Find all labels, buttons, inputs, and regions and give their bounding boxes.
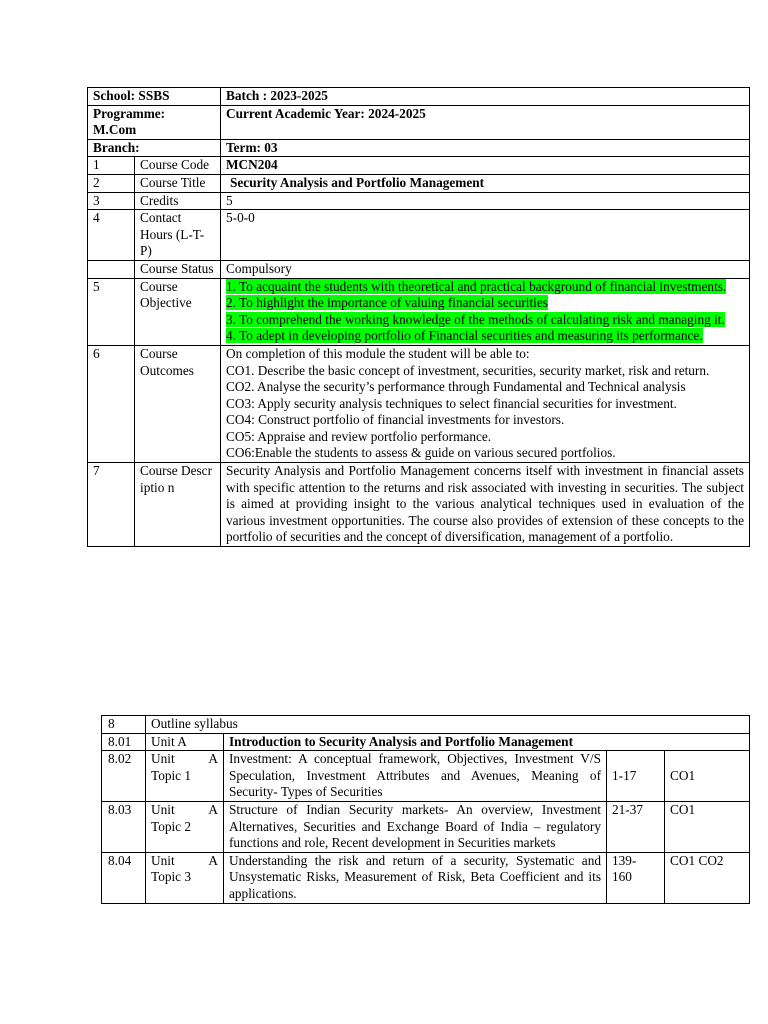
topic-text: Understanding the risk and return of a security, Systematic and Unsystematic Risks, Measurement of Risk, Beta Coefficient and its applications. — [224, 852, 607, 903]
unit-row — [102, 733, 750, 751]
topic-co: CO1 CO2 — [665, 852, 750, 903]
unit-label: Unit A — [146, 733, 224, 751]
contact-hours-row — [88, 210, 750, 261]
course-objective-value — [221, 278, 750, 345]
school-row — [88, 88, 750, 106]
outline-syllabus-label: Outline syllabus — [146, 716, 750, 734]
topic-co: CO1 — [665, 801, 750, 852]
row-number: 7 — [88, 463, 135, 547]
term-cell: Term: 03 — [221, 139, 750, 157]
programme-cell — [88, 105, 221, 139]
contact-hours-value: 5-0-0 — [221, 210, 750, 261]
row-number: 1 — [88, 157, 135, 175]
row-number: 8.04 — [102, 852, 146, 903]
topic-pages: 21-37 — [607, 801, 665, 852]
school-cell: School: SSBS — [88, 88, 221, 106]
credits-row — [88, 192, 750, 210]
course-title-value: Security Analysis and Portfolio Management — [221, 174, 750, 192]
outcomes-intro: On completion of this module the student will be able to: — [226, 345, 530, 361]
branch-cell: Branch: — [88, 139, 221, 157]
course-outcomes-row — [88, 345, 750, 462]
academic-year-cell: Current Academic Year: 2024-2025 — [221, 105, 750, 139]
objective-item: 1. To acquaint the students with theoretical and practical background of financial investments. — [226, 278, 727, 294]
row-number: 8.02 — [102, 751, 146, 802]
objective-item: 2. To highlight the importance of valuing financial securities — [226, 295, 548, 311]
outcome-item: CO4: Construct portfolio of financial investments for investors. — [226, 412, 565, 428]
row-label: Course Outcomes — [135, 345, 221, 462]
row-number: 2 — [88, 174, 135, 192]
topic-text: Investment: A conceptual framework, Objectives, Investment V/S Speculation, Investment Attributes and Avenues, Meaning of Security- Types of Securities — [224, 751, 607, 802]
outline-syllabus-row — [102, 716, 750, 734]
programme-label: Programme: — [93, 105, 166, 121]
unit-title: Introduction to Security Analysis and Portfolio Management — [224, 733, 750, 751]
course-description-row — [88, 463, 750, 547]
topic-unit-label: Unit A Topic 1 — [146, 751, 224, 802]
outcome-item: CO5: Appraise and review portfolio performance. — [226, 428, 492, 444]
topic-unit-label: Unit A Topic 3 — [146, 852, 224, 903]
outcome-item: CO6:Enable the students to assess & guide on various secured portfolios. — [226, 445, 616, 461]
row-label: Course Descriptio n — [135, 463, 221, 547]
row-label: Course Objective — [135, 278, 221, 345]
course-code-row — [88, 157, 750, 175]
row-label: Course Title — [135, 174, 221, 192]
topic-co: CO1 — [665, 751, 750, 802]
row-label: Course Code — [135, 157, 221, 175]
row-number: 8 — [102, 716, 146, 734]
row-number: 5 — [88, 278, 135, 345]
topic-row — [102, 801, 750, 852]
course-title-row — [88, 174, 750, 192]
credits-value: 5 — [221, 192, 750, 210]
outcome-item: CO3: Apply security analysis techniques to select financial securities for investment. — [226, 395, 677, 411]
row-number: 4 — [88, 210, 135, 261]
objective-item: 3. To comprehend the working knowledge of the methods of calculating risk and managing it. — [226, 311, 725, 327]
row-number: 6 — [88, 345, 135, 462]
course-description-value: Security Analysis and Portfolio Management concerns itself with investment in financial assets with specific attention to the returns and risk associated with investing in securities. The subject is aimed at providing insight to the various analytical techniques used in evaluation of the various investment opportunities. The course also provides of extension of these concepts to the portfolio of securities and the concept of diversification, management of a portfolio. — [221, 463, 750, 547]
course-outcomes-value — [221, 345, 750, 462]
programme-value: M.Com — [93, 122, 137, 138]
course-info-table — [87, 87, 750, 547]
branch-row — [88, 139, 750, 157]
topic-row — [102, 751, 750, 802]
row-number: 3 — [88, 192, 135, 210]
syllabus-table — [101, 715, 750, 904]
course-status-value: Compulsory — [221, 260, 750, 278]
topic-pages: 1-17 — [607, 751, 665, 802]
topic-text: Structure of Indian Security markets- An overview, Investment Alternatives, Securities and Exchange Board of India – regulatory functions and role, Recent development in Securities markets — [224, 801, 607, 852]
row-label: Credits — [135, 192, 221, 210]
topic-pages: 139- 160 — [607, 852, 665, 903]
topic-unit-label: Unit A Topic 2 — [146, 801, 224, 852]
row-number — [88, 260, 135, 278]
course-status-row — [88, 260, 750, 278]
course-objective-row — [88, 278, 750, 345]
programme-row — [88, 105, 750, 139]
outcome-item: CO1. Describe the basic concept of investment, securities, security market, risk and return. — [226, 362, 710, 378]
objective-item: 4. To adept in developing portfolio of Financial securities and measuring its performance. — [226, 328, 703, 344]
batch-cell: Batch : 2023-2025 — [221, 88, 750, 106]
outcome-item: CO2. Analyse the security’s performance through Fundamental and Technical analysis — [226, 379, 686, 395]
row-number: 8.03 — [102, 801, 146, 852]
topic-row — [102, 852, 750, 903]
row-number: 8.01 — [102, 733, 146, 751]
row-label: Contact Hours (L-T-P) — [135, 210, 221, 261]
row-label: Course Status — [135, 260, 221, 278]
course-code-value: MCN204 — [221, 157, 750, 175]
